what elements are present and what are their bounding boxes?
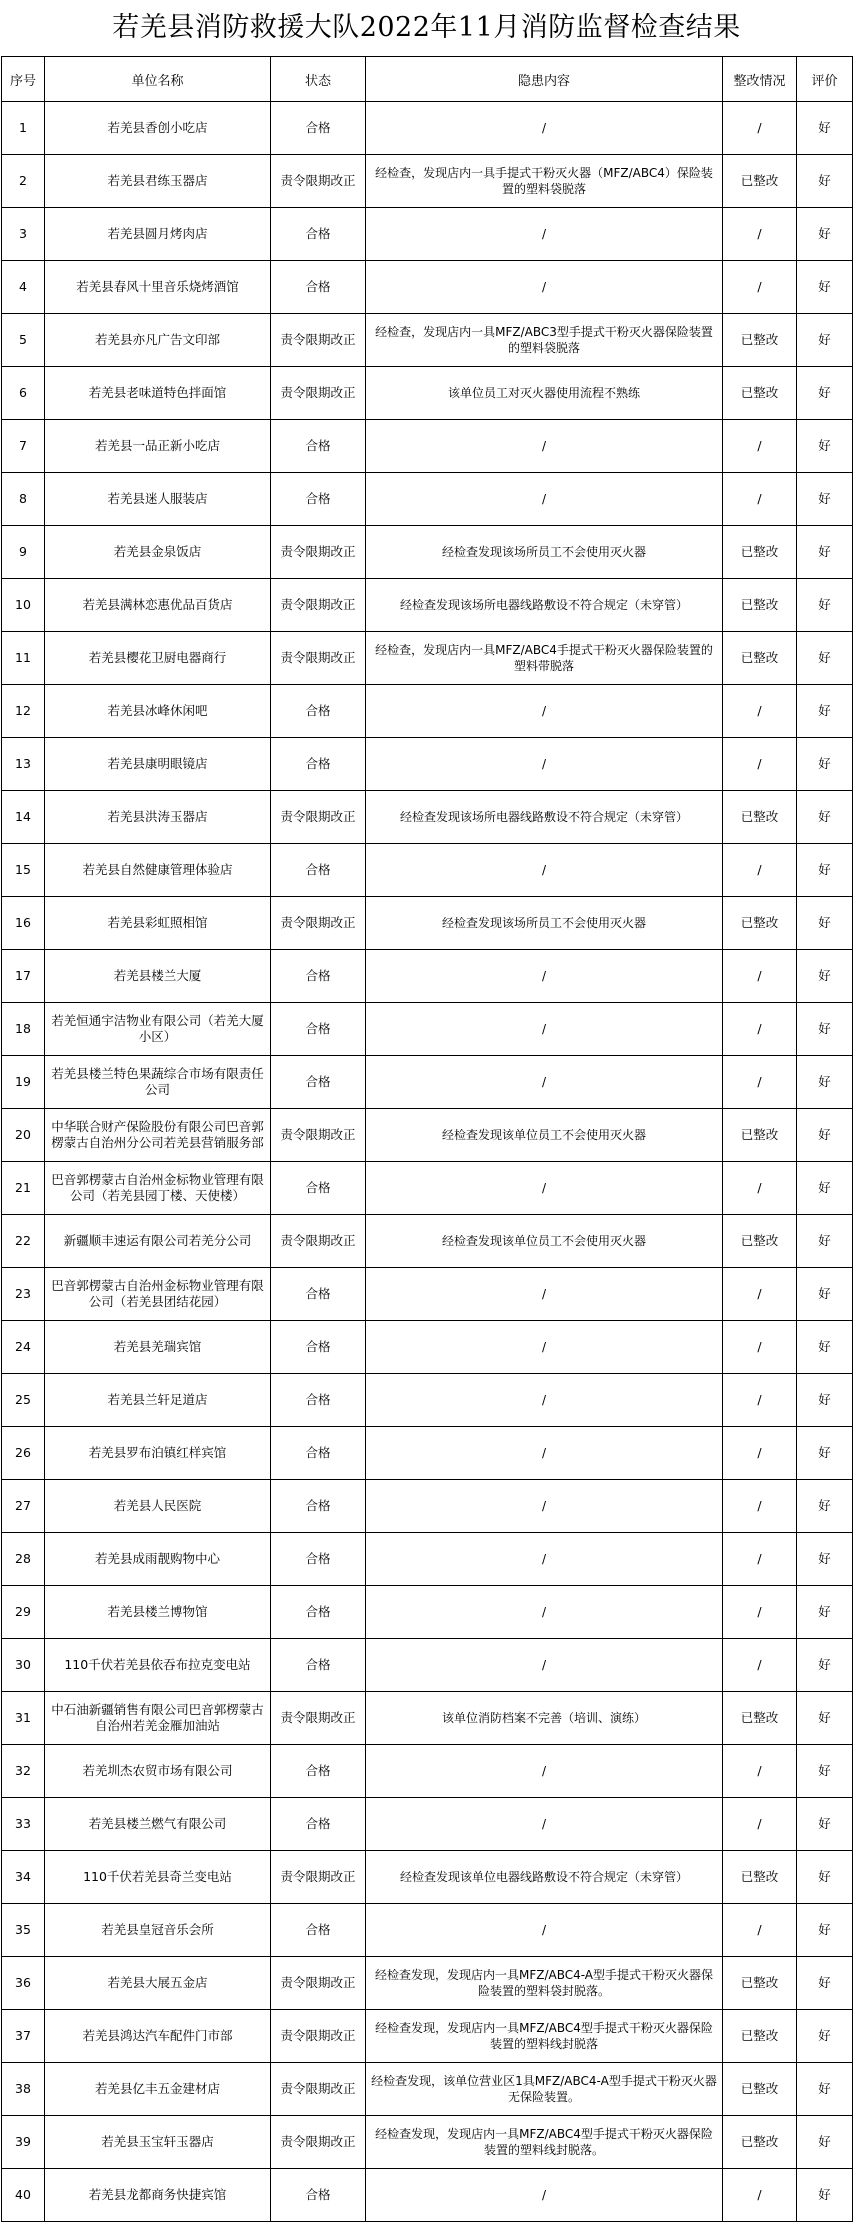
rating-cell: 好 <box>797 1904 853 1957</box>
rectification-status: 已整改 <box>723 314 797 367</box>
header-rating: 评价 <box>797 57 853 102</box>
row-number: 40 <box>2 2169 45 2222</box>
row-number: 14 <box>2 791 45 844</box>
status-cell: 合格 <box>271 1745 366 1798</box>
row-number: 15 <box>2 844 45 897</box>
unit-name: 若羌县楼兰燃气有限公司 <box>45 1798 271 1851</box>
status-cell: 合格 <box>271 1056 366 1109</box>
unit-name: 若羌县迷人服装店 <box>45 473 271 526</box>
status-cell: 合格 <box>271 420 366 473</box>
hazard-content: 该单位员工对灭火器使用流程不熟练 <box>366 367 723 420</box>
unit-name: 若羌县龙都商务快捷宾馆 <box>45 2169 271 2222</box>
table-row <box>2 1109 853 1162</box>
rating-cell: 好 <box>797 1321 853 1374</box>
rectification-status: / <box>723 102 797 155</box>
hazard-content: / <box>366 738 723 791</box>
rating-cell: 好 <box>797 1215 853 1268</box>
row-number: 23 <box>2 1268 45 1321</box>
rating-cell: 好 <box>797 632 853 685</box>
header-hazard: 隐患内容 <box>366 57 723 102</box>
rectification-status: / <box>723 1798 797 1851</box>
rating-cell: 好 <box>797 367 853 420</box>
table-row <box>2 632 853 685</box>
table-row <box>2 1533 853 1586</box>
row-number: 28 <box>2 1533 45 1586</box>
status-cell: 合格 <box>271 685 366 738</box>
hazard-content: / <box>366 261 723 314</box>
status-cell: 合格 <box>271 473 366 526</box>
unit-name: 巴音郭楞蒙古自治州金标物业管理有限公司（若羌县园丁楼、天使楼） <box>45 1162 271 1215</box>
header-rectification: 整改情况 <box>723 57 797 102</box>
unit-name: 若羌县樱花卫厨电器商行 <box>45 632 271 685</box>
rectification-status: / <box>723 420 797 473</box>
unit-name: 若羌县洪涛玉器店 <box>45 791 271 844</box>
table-row <box>2 1427 853 1480</box>
unit-name: 若羌县一品正新小吃店 <box>45 420 271 473</box>
hazard-content: 经检查，发现店内一具MFZ/ABC3型手提式干粉灭火器保险装置的塑料袋脱落 <box>366 314 723 367</box>
hazard-content: 经检查发现，发现店内一具MFZ/ABC4型手提式干粉灭火器保险装置的塑料线封脱落 <box>366 2010 723 2063</box>
row-number: 27 <box>2 1480 45 1533</box>
rectification-status: / <box>723 1162 797 1215</box>
row-number: 3 <box>2 208 45 261</box>
table-row <box>2 844 853 897</box>
table-row <box>2 1162 853 1215</box>
row-number: 29 <box>2 1586 45 1639</box>
unit-name: 若羌县玉宝轩玉器店 <box>45 2116 271 2169</box>
hazard-content: / <box>366 1003 723 1056</box>
table-row <box>2 2116 853 2169</box>
table-row <box>2 1321 853 1374</box>
status-cell: 合格 <box>271 1798 366 1851</box>
row-number: 36 <box>2 1957 45 2010</box>
table-body <box>2 102 853 2222</box>
status-cell: 合格 <box>271 1374 366 1427</box>
status-cell: 责令限期改正 <box>271 314 366 367</box>
hazard-content: 经检查发现该场所员工不会使用灭火器 <box>366 526 723 579</box>
rectification-status: / <box>723 1374 797 1427</box>
row-number: 11 <box>2 632 45 685</box>
row-number: 7 <box>2 420 45 473</box>
status-cell: 合格 <box>271 1480 366 1533</box>
rectification-status: 已整改 <box>723 2063 797 2116</box>
rectification-status: / <box>723 2169 797 2222</box>
table-row <box>2 155 853 208</box>
rating-cell: 好 <box>797 738 853 791</box>
rectification-status: / <box>723 1533 797 1586</box>
table-row <box>2 208 853 261</box>
rating-cell: 好 <box>797 1056 853 1109</box>
hazard-content: / <box>366 208 723 261</box>
rating-cell: 好 <box>797 1745 853 1798</box>
hazard-content: / <box>366 1268 723 1321</box>
unit-name: 若羌县自然健康管理体验店 <box>45 844 271 897</box>
hazard-content: / <box>366 1798 723 1851</box>
rating-cell: 好 <box>797 2010 853 2063</box>
status-cell: 合格 <box>271 1321 366 1374</box>
status-cell: 合格 <box>271 261 366 314</box>
table-row <box>2 1639 853 1692</box>
row-number: 18 <box>2 1003 45 1056</box>
rating-cell: 好 <box>797 2169 853 2222</box>
table-row <box>2 1904 853 1957</box>
row-number: 24 <box>2 1321 45 1374</box>
hazard-content: 经检查发现该单位员工不会使用灭火器 <box>366 1109 723 1162</box>
rating-cell: 好 <box>797 1957 853 2010</box>
rectification-status: 已整改 <box>723 526 797 579</box>
rating-cell: 好 <box>797 1268 853 1321</box>
status-cell: 合格 <box>271 1533 366 1586</box>
unit-name: 若羌县亿丰五金建材店 <box>45 2063 271 2116</box>
row-number: 35 <box>2 1904 45 1957</box>
rating-cell: 好 <box>797 579 853 632</box>
row-number: 30 <box>2 1639 45 1692</box>
table-row <box>2 473 853 526</box>
unit-name: 若羌县君练玉器店 <box>45 155 271 208</box>
table-row <box>2 1798 853 1851</box>
rating-cell: 好 <box>797 1109 853 1162</box>
status-cell: 合格 <box>271 1427 366 1480</box>
table-row <box>2 1586 853 1639</box>
hazard-content: / <box>366 2169 723 2222</box>
rectification-status: / <box>723 473 797 526</box>
hazard-content: 经检查发现该单位电器线路敷设不符合规定（未穿管） <box>366 1851 723 1904</box>
table-row <box>2 1692 853 1745</box>
rectification-status: 已整改 <box>723 155 797 208</box>
unit-name: 若羌县金泉饭店 <box>45 526 271 579</box>
unit-name: 巴音郭楞蒙古自治州金标物业管理有限公司（若羌县团结花园） <box>45 1268 271 1321</box>
rating-cell: 好 <box>797 1374 853 1427</box>
unit-name: 若羌县楼兰博物馆 <box>45 1586 271 1639</box>
status-cell: 合格 <box>271 738 366 791</box>
status-cell: 责令限期改正 <box>271 2010 366 2063</box>
rectification-status: / <box>723 208 797 261</box>
rectification-status: / <box>723 1745 797 1798</box>
table-row <box>2 685 853 738</box>
row-number: 10 <box>2 579 45 632</box>
table-row <box>2 1851 853 1904</box>
hazard-content: / <box>366 1427 723 1480</box>
hazard-content: / <box>366 420 723 473</box>
unit-name: 新疆顺丰速运有限公司若羌分公司 <box>45 1215 271 1268</box>
row-number: 1 <box>2 102 45 155</box>
table-row <box>2 1003 853 1056</box>
status-cell: 责令限期改正 <box>271 526 366 579</box>
status-cell: 合格 <box>271 1904 366 1957</box>
rectification-status: / <box>723 1427 797 1480</box>
table-row <box>2 1480 853 1533</box>
table-row <box>2 2169 853 2222</box>
rectification-status: 已整改 <box>723 1109 797 1162</box>
row-number: 38 <box>2 2063 45 2116</box>
rating-cell: 好 <box>797 1586 853 1639</box>
row-number: 37 <box>2 2010 45 2063</box>
table-row <box>2 2063 853 2116</box>
rating-cell: 好 <box>797 208 853 261</box>
row-number: 2 <box>2 155 45 208</box>
table-row <box>2 1745 853 1798</box>
hazard-content: / <box>366 1374 723 1427</box>
table-row <box>2 738 853 791</box>
rating-cell: 好 <box>797 1480 853 1533</box>
unit-name: 若羌县楼兰特色果蔬综合市场有限责任公司 <box>45 1056 271 1109</box>
unit-name: 若羌县楼兰大厦 <box>45 950 271 1003</box>
rectification-status: 已整改 <box>723 632 797 685</box>
status-cell: 合格 <box>271 102 366 155</box>
status-cell: 合格 <box>271 1162 366 1215</box>
rectification-status: / <box>723 950 797 1003</box>
unit-name: 若羌县罗布泊镇红样宾馆 <box>45 1427 271 1480</box>
table-row <box>2 1374 853 1427</box>
hazard-content: / <box>366 102 723 155</box>
hazard-content: / <box>366 473 723 526</box>
rating-cell: 好 <box>797 844 853 897</box>
status-cell: 合格 <box>271 1003 366 1056</box>
rating-cell: 好 <box>797 1162 853 1215</box>
status-cell: 责令限期改正 <box>271 1109 366 1162</box>
unit-name: 若羌县人民医院 <box>45 1480 271 1533</box>
table-row <box>2 102 853 155</box>
unit-name: 若羌县大展五金店 <box>45 1957 271 2010</box>
status-cell: 合格 <box>271 1586 366 1639</box>
row-number: 21 <box>2 1162 45 1215</box>
unit-name: 中华联合财产保险股份有限公司巴音郭楞蒙古自治州分公司若羌县营销服务部 <box>45 1109 271 1162</box>
status-cell: 合格 <box>271 1268 366 1321</box>
table-row <box>2 1957 853 2010</box>
hazard-content: / <box>366 844 723 897</box>
status-cell: 责令限期改正 <box>271 791 366 844</box>
row-number: 39 <box>2 2116 45 2169</box>
table-row <box>2 367 853 420</box>
status-cell: 责令限期改正 <box>271 367 366 420</box>
status-cell: 责令限期改正 <box>271 1851 366 1904</box>
row-number: 33 <box>2 1798 45 1851</box>
table-row <box>2 420 853 473</box>
hazard-content: / <box>366 1056 723 1109</box>
status-cell: 合格 <box>271 208 366 261</box>
unit-name: 若羌县圆月烤肉店 <box>45 208 271 261</box>
rating-cell: 好 <box>797 155 853 208</box>
unit-name: 若羌恒通宇洁物业有限公司（若羌大厦小区） <box>45 1003 271 1056</box>
hazard-content: / <box>366 1321 723 1374</box>
table-row <box>2 950 853 1003</box>
rating-cell: 好 <box>797 102 853 155</box>
unit-name: 中石油新疆销售有限公司巴音郭楞蒙古自治州若羌金雁加油站 <box>45 1692 271 1745</box>
row-number: 34 <box>2 1851 45 1904</box>
unit-name: 若羌县冰峰休闲吧 <box>45 685 271 738</box>
rating-cell: 好 <box>797 420 853 473</box>
rating-cell: 好 <box>797 1798 853 1851</box>
rating-cell: 好 <box>797 897 853 950</box>
rectification-status: / <box>723 844 797 897</box>
rectification-status: 已整改 <box>723 897 797 950</box>
row-number: 19 <box>2 1056 45 1109</box>
status-cell: 合格 <box>271 950 366 1003</box>
rectification-status: / <box>723 738 797 791</box>
unit-name: 若羌县老味道特色拌面馆 <box>45 367 271 420</box>
rectification-status: / <box>723 1056 797 1109</box>
status-cell: 合格 <box>271 1639 366 1692</box>
hazard-content: / <box>366 1162 723 1215</box>
row-number: 31 <box>2 1692 45 1745</box>
unit-name: 若羌圳杰农贸市场有限公司 <box>45 1745 271 1798</box>
row-number: 17 <box>2 950 45 1003</box>
rating-cell: 好 <box>797 685 853 738</box>
hazard-content: 经检查发现该场所电器线路敷设不符合规定（未穿管） <box>366 579 723 632</box>
rating-cell: 好 <box>797 2116 853 2169</box>
rectification-status: / <box>723 1003 797 1056</box>
hazard-content: 经检查，发现店内一具手提式干粉灭火器（MFZ/ABC4）保险装置的塑料袋脱落 <box>366 155 723 208</box>
inspection-table <box>1 56 853 2222</box>
hazard-content: 经检查发现该场所电器线路敷设不符合规定（未穿管） <box>366 791 723 844</box>
unit-name: 若羌县鸿达汽车配件门市部 <box>45 2010 271 2063</box>
header-unit-name: 单位名称 <box>45 57 271 102</box>
row-number: 16 <box>2 897 45 950</box>
rectification-status: 已整改 <box>723 1957 797 2010</box>
rating-cell: 好 <box>797 314 853 367</box>
unit-name: 若羌县彩虹照相馆 <box>45 897 271 950</box>
rating-cell: 好 <box>797 1639 853 1692</box>
table-row <box>2 1215 853 1268</box>
unit-name: 若羌县香创小吃店 <box>45 102 271 155</box>
rating-cell: 好 <box>797 1533 853 1586</box>
hazard-content: / <box>366 1904 723 1957</box>
hazard-content: 经检查发现，发现店内一具MFZ/ABC4型手提式干粉灭火器保险装置的塑料线封脱落。 <box>366 2116 723 2169</box>
status-cell: 责令限期改正 <box>271 1215 366 1268</box>
page-title: 若羌县消防救援大队2022年11月消防监督检查结果 <box>112 12 741 43</box>
rating-cell: 好 <box>797 1003 853 1056</box>
rating-cell: 好 <box>797 261 853 314</box>
hazard-content: 经检查，发现店内一具MFZ/ABC4手提式干粉灭火器保险装置的塑料带脱落 <box>366 632 723 685</box>
rectification-status: 已整改 <box>723 2116 797 2169</box>
rectification-status: / <box>723 1639 797 1692</box>
row-number: 8 <box>2 473 45 526</box>
hazard-content: 经检查发现，该单位营业区1具MFZ/ABC4-A型手提式干粉灭火器无保险装置。 <box>366 2063 723 2116</box>
rating-cell: 好 <box>797 1692 853 1745</box>
status-cell: 责令限期改正 <box>271 632 366 685</box>
rating-cell: 好 <box>797 1427 853 1480</box>
rectification-status: / <box>723 1321 797 1374</box>
hazard-content: 经检查发现该场所员工不会使用灭火器 <box>366 897 723 950</box>
unit-name: 若羌县羌瑞宾馆 <box>45 1321 271 1374</box>
rectification-status: / <box>723 1904 797 1957</box>
rectification-status: / <box>723 1480 797 1533</box>
status-cell: 责令限期改正 <box>271 579 366 632</box>
header-status: 状态 <box>271 57 366 102</box>
unit-name: 若羌县兰轩足道店 <box>45 1374 271 1427</box>
rectification-status: / <box>723 1268 797 1321</box>
hazard-content: / <box>366 950 723 1003</box>
rectification-status: 已整改 <box>723 2010 797 2063</box>
unit-name: 110千伏若羌县奇兰变电站 <box>45 1851 271 1904</box>
table-row <box>2 261 853 314</box>
rectification-status: 已整改 <box>723 579 797 632</box>
status-cell: 责令限期改正 <box>271 2116 366 2169</box>
hazard-content: 经检查发现该单位员工不会使用灭火器 <box>366 1215 723 1268</box>
table-row <box>2 314 853 367</box>
status-cell: 合格 <box>271 2169 366 2222</box>
rectification-status: / <box>723 261 797 314</box>
table-row <box>2 2010 853 2063</box>
table-row <box>2 526 853 579</box>
hazard-content: 经检查发现，发现店内一具MFZ/ABC4-A型手提式干粉灭火器保险装置的塑料袋封脱落。 <box>366 1957 723 2010</box>
hazard-content: / <box>366 1745 723 1798</box>
status-cell: 合格 <box>271 844 366 897</box>
rating-cell: 好 <box>797 526 853 579</box>
header-no: 序号 <box>2 57 45 102</box>
hazard-content: / <box>366 685 723 738</box>
rectification-status: / <box>723 1586 797 1639</box>
row-number: 26 <box>2 1427 45 1480</box>
row-number: 12 <box>2 685 45 738</box>
table-header-row <box>2 57 853 102</box>
row-number: 6 <box>2 367 45 420</box>
row-number: 32 <box>2 1745 45 1798</box>
hazard-content: / <box>366 1586 723 1639</box>
rectification-status: 已整改 <box>723 1851 797 1904</box>
table-row <box>2 1056 853 1109</box>
rating-cell: 好 <box>797 1851 853 1904</box>
unit-name: 若羌县皇冠音乐会所 <box>45 1904 271 1957</box>
status-cell: 责令限期改正 <box>271 1692 366 1745</box>
row-number: 5 <box>2 314 45 367</box>
hazard-content: / <box>366 1533 723 1586</box>
unit-name: 若羌县成雨靓购物中心 <box>45 1533 271 1586</box>
hazard-content: / <box>366 1639 723 1692</box>
unit-name: 110千伏若羌县依吞布拉克变电站 <box>45 1639 271 1692</box>
status-cell: 责令限期改正 <box>271 155 366 208</box>
unit-name: 若羌县满林恋惠优品百货店 <box>45 579 271 632</box>
row-number: 13 <box>2 738 45 791</box>
status-cell: 责令限期改正 <box>271 897 366 950</box>
row-number: 20 <box>2 1109 45 1162</box>
rectification-status: / <box>723 685 797 738</box>
row-number: 22 <box>2 1215 45 1268</box>
row-number: 9 <box>2 526 45 579</box>
row-number: 4 <box>2 261 45 314</box>
rating-cell: 好 <box>797 2063 853 2116</box>
rectification-status: 已整改 <box>723 367 797 420</box>
hazard-content: / <box>366 1480 723 1533</box>
rating-cell: 好 <box>797 791 853 844</box>
unit-name: 若羌县亦凡广告文印部 <box>45 314 271 367</box>
rectification-status: 已整改 <box>723 1215 797 1268</box>
rating-cell: 好 <box>797 950 853 1003</box>
table-row <box>2 897 853 950</box>
table-row <box>2 579 853 632</box>
unit-name: 若羌县康明眼镜店 <box>45 738 271 791</box>
table-row <box>2 1268 853 1321</box>
unit-name: 若羌县春风十里音乐烧烤酒馆 <box>45 261 271 314</box>
rating-cell: 好 <box>797 473 853 526</box>
status-cell: 责令限期改正 <box>271 1957 366 2010</box>
table-row <box>2 791 853 844</box>
row-number: 25 <box>2 1374 45 1427</box>
hazard-content: 该单位消防档案不完善（培训、演练） <box>366 1692 723 1745</box>
rectification-status: 已整改 <box>723 791 797 844</box>
status-cell: 责令限期改正 <box>271 2063 366 2116</box>
rectification-status: 已整改 <box>723 1692 797 1745</box>
